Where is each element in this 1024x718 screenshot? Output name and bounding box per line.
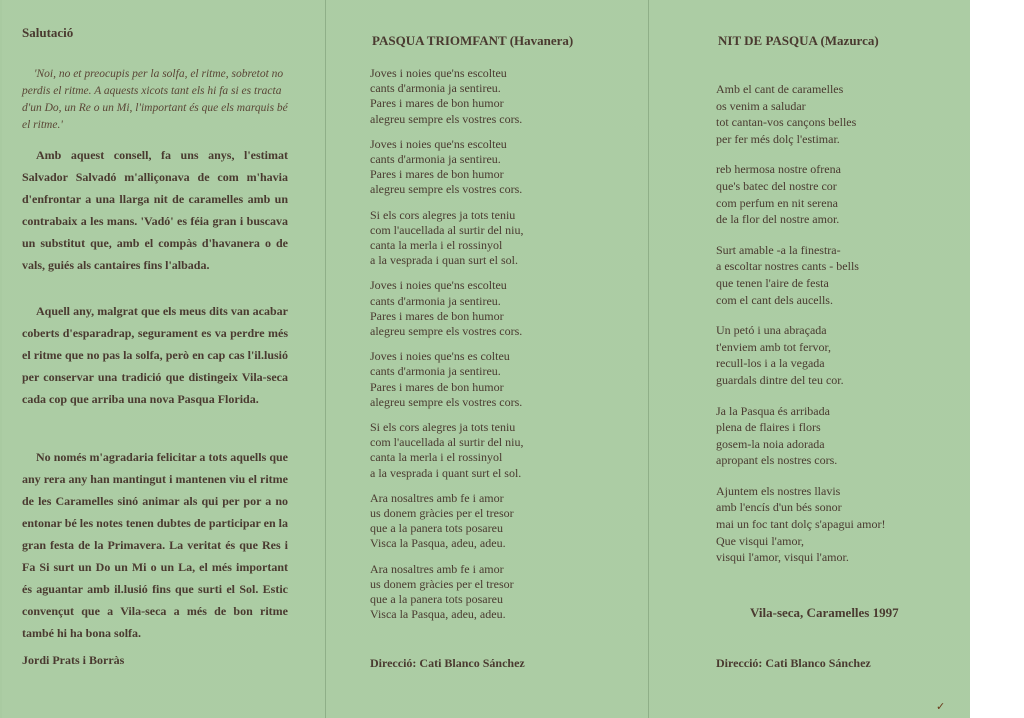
- lyric-line: a la vesprada i quant surt el sol.: [370, 465, 522, 480]
- lyric-line: visqui l'amor, visqui l'amor.: [716, 550, 849, 565]
- lyric-line: Joves i noies que'ns escolteu: [370, 66, 507, 80]
- paragraph-2-text: Aquell any, malgrat que els meus dits van acabar coberts d'esparadrap, segurament es va perdre més el ritme que no pas la solfa, però en cap cas l'il.lusió per conservar una tradició que distingeix Vila-seca cada cop que arriba una nova Pasqua Florida.: [22, 304, 288, 406]
- lyric-line: Que visqui l'amor,: [716, 533, 805, 548]
- lyric-line: cants d'armonia ja sentireu.: [370, 152, 501, 167]
- havanera-lyrics: [370, 66, 523, 633]
- paragraph-3-text: No només m'agradaria felicitar a tots aquells que any rera any han mantingut i mantenen viu el ritme de les Caramelles sinó animar als qui per por a no entonar bé les notes tenen dubtes de participar en la gran festa de la Primavera. La veritat és que Res i Fa Si surt un Do un Mi o un La, el més important és aguantar amb il.lusió fins que surti el Sol. Estic convençut que a Vila-seca a més de bon ritme també hi ha bona solfa.: [22, 450, 288, 640]
- lyric-line: Ara nosaltres amb fe i amor: [370, 561, 504, 576]
- lyric-line: mai un foc tant dolç s'apagui amor!: [716, 517, 886, 532]
- havanera-direction: Direcció: Cati Blanco Sánchez: [370, 656, 525, 670]
- lyric-line: Joves i noies que'ns es colteu: [370, 349, 510, 364]
- stanza: [716, 81, 885, 147]
- lyric-line: Visca la Pasqua, adeu, adeu.: [370, 536, 506, 551]
- lyric-line: a la vesprada i quan surt el sol.: [370, 253, 518, 268]
- lyric-line: Ja la Pasqua és arribada: [716, 403, 830, 418]
- paragraph-2: [22, 300, 288, 410]
- lyric-line: alegreu sempre els vostres cors.: [370, 324, 523, 339]
- author-signature: Jordi Prats i Borràs: [22, 653, 125, 667]
- lyric-line: cants d'armonia ja sentireu.: [370, 81, 501, 96]
- intro-quote: [22, 66, 294, 134]
- lyric-line: com l'aucellada al surtir del niu,: [370, 222, 524, 237]
- stanza: [716, 403, 885, 469]
- lyric-line: com perfum en nit serena: [716, 195, 838, 210]
- lyric-line: a escoltar nostres cants - bells: [716, 259, 859, 274]
- stanza: [370, 208, 523, 269]
- lyric-line: Pares i mares de bon humor: [370, 96, 504, 111]
- intro-quote-text: 'Noi, no et preocupis per la solfa, el ritme, sobretot no perdis el ritme. A aquests xicots tant els hi fa si es tracta d'un Do, un Re o un Mi, l'important és que els marquis bé el ritme.': [22, 68, 288, 131]
- fold-line-right: [648, 0, 649, 718]
- paragraph-1: [22, 144, 288, 276]
- lyric-line: recull-los i a la vegada: [716, 356, 825, 371]
- lyric-line: us donem gràcies per el tresor: [370, 576, 514, 591]
- stanza: [370, 491, 523, 552]
- lyric-line: Ara nosaltres amb fe i amor: [370, 490, 504, 505]
- stanza: [370, 66, 523, 127]
- lyric-line: t'enviem amb tot fervor,: [716, 339, 831, 354]
- lyric-line: cants d'armonia ja sentireu.: [370, 293, 501, 308]
- lyric-line: com el cant dels aucells.: [716, 292, 833, 307]
- place-date: Vila-seca, Caramelles 1997: [750, 605, 899, 620]
- stanza: [370, 278, 523, 339]
- lyric-line: que a la panera tots posareu: [370, 592, 503, 607]
- lyric-line: Ajuntem els nostres llavis: [716, 483, 841, 498]
- stanza: [370, 420, 523, 481]
- lyric-line: que's batec del nostre cor: [716, 178, 837, 193]
- lyric-line: amb l'encís d'un bés sonor: [716, 500, 842, 515]
- lyric-line: Si els cors alegres ja tots teniu: [370, 207, 516, 222]
- lyric-line: tot cantan-vos cançons belles: [716, 115, 857, 130]
- ink-mark-icon: ✓: [936, 701, 946, 713]
- lyric-line: Visca la Pasqua, adeu, adeu.: [370, 607, 506, 622]
- lyric-line: os venim a saludar: [716, 98, 806, 113]
- stanza: [370, 137, 523, 198]
- mazurca-lyrics: [716, 81, 885, 580]
- lyric-line: Un petó i una abraçada: [716, 323, 827, 338]
- paragraph-1-text: Amb aquest consell, fa uns anys, l'estimat Salvador Salvadó m'alliçonava de com m'havia d'enfrontar a una llarga nit de caramelles amb un contrabaix a les mans. 'Vadó' es féia gran i buscava un substitut que, amb el compàs d'havanera o de vals, guiés als cantaires fins l'albada.: [22, 148, 288, 272]
- fold-line-left: [325, 0, 326, 718]
- lyric-line: reb hermosa nostre ofrena: [716, 162, 841, 177]
- lyric-line: per fer més dolç l'estimar.: [716, 131, 840, 146]
- lyric-line: canta la merla i el rossinyol: [370, 238, 503, 253]
- lyric-line: plena de flaires i flors: [716, 420, 821, 435]
- lyric-line: Amb el cant de caramelles: [716, 82, 844, 96]
- lyric-line: guardals dintre del teu cor.: [716, 372, 844, 387]
- lyric-line: Si els cors alegres ja tots teniu: [370, 420, 516, 435]
- lyric-line: canta la merla i el rossinyol: [370, 450, 503, 465]
- stanza: [370, 562, 523, 623]
- lyric-line: de la flor del nostre amor.: [716, 212, 840, 227]
- lyric-line: alegreu sempre els vostres cors.: [370, 182, 523, 197]
- lyric-line: Pares i mares de bon humor: [370, 167, 504, 182]
- lyric-line: apropant els nostres cors.: [716, 453, 838, 468]
- lyric-line: gosem-la noia adorada: [716, 436, 825, 451]
- stanza: [716, 242, 885, 308]
- stanza: [716, 483, 885, 566]
- lyric-line: alegreu sempre els vostres cors.: [370, 111, 523, 126]
- mazurca-title: NIT DE PASQUA (Mazurca): [718, 33, 879, 48]
- lyric-line: Joves i noies que'ns escolteu: [370, 136, 507, 151]
- lyric-line: Pares i mares de bon humor: [370, 308, 504, 323]
- stanza: [716, 161, 885, 227]
- salutacio-heading: Salutació: [22, 25, 74, 40]
- havanera-title: PASQUA TRIOMFANT (Havanera): [372, 33, 574, 48]
- lyric-line: com l'aucellada al surtir del niu,: [370, 435, 524, 450]
- mazurca-direction: Direcció: Cati Blanco Sánchez: [716, 656, 871, 670]
- lyric-line: que tenen l'aire de festa: [716, 275, 829, 290]
- lyric-line: us donem gràcies per el tresor: [370, 506, 514, 521]
- lyric-line: alegreu sempre els vostres cors.: [370, 394, 523, 409]
- stanza: [716, 322, 885, 388]
- lyric-line: Joves i noies que'ns escolteu: [370, 278, 507, 293]
- lyric-line: que a la panera tots posareu: [370, 521, 503, 536]
- stanza: [370, 349, 523, 410]
- lyric-line: Surt amable -a la finestra-: [716, 242, 841, 257]
- paragraph-3: [22, 446, 288, 644]
- lyric-line: cants d'armonia ja sentireu.: [370, 364, 501, 379]
- lyric-line: Pares i mares de bon humor: [370, 379, 504, 394]
